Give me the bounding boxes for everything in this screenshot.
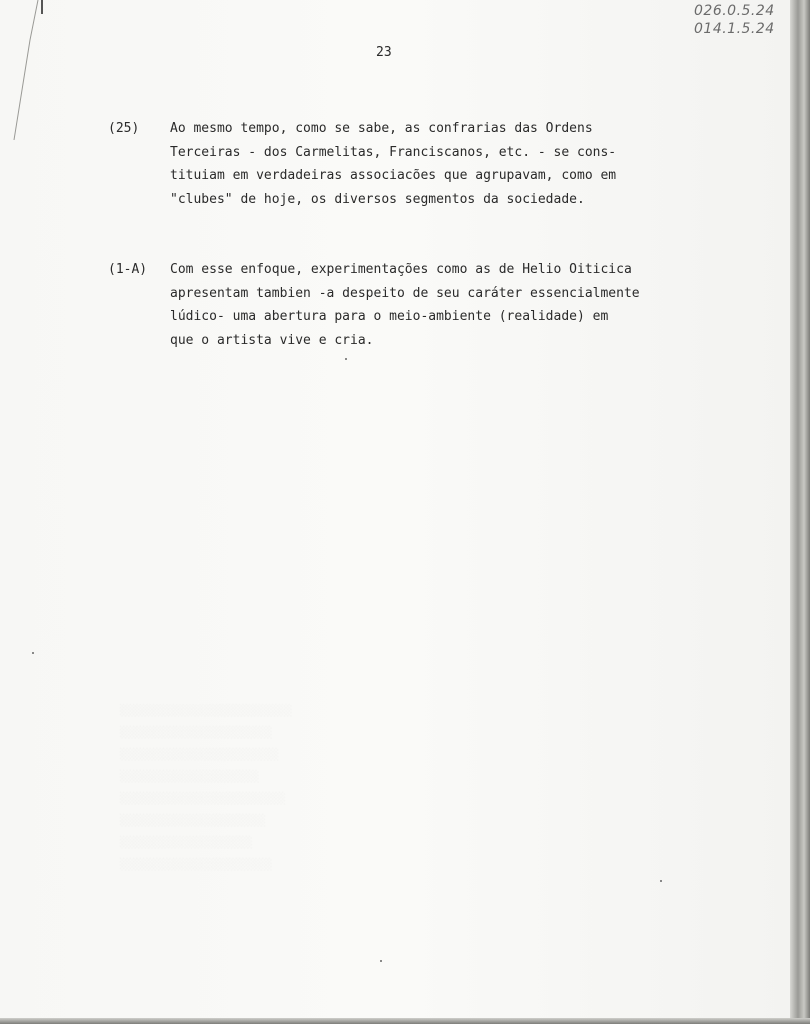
archive-code-2: 014.1.5.24 [694, 21, 775, 37]
footnote-line: Ao mesmo tempo, como se sabe, as confrarias das Ordens [170, 121, 593, 136]
bleed-through-text: ░░░░░░░░░░░░░░░░░░░░░░░░░░ ░░░░░░░░░░░░░░░░░░░░░░░ ░░░░░░░░░░░░░░░░░░░░░░░░ ░░░░░░░░░░░░░░░░░░░░░ ░░░░░░░░░░░░░░░░░░░░░░░░░ ░░░░░░░░░░░░░░░░░░░░░░ ░░░░░░░░░░░░░░░░░░░░ ░░░░░░░░░░░░░░░░░░░░░░░ [120, 704, 293, 871]
footnote-line: tituiam em verdadeiras associacões que agrupavam, como em [170, 168, 617, 183]
page-edge-bottom [0, 1018, 810, 1024]
paper-speck [32, 652, 34, 654]
archive-code-1: 026.0.5.24 [694, 3, 775, 19]
footnote-line: lúdico- uma abertura para o meio-ambiente (realidade) em [170, 309, 609, 324]
footnote-text [170, 117, 710, 211]
paper-crease-mark [0, 0, 60, 140]
page-number: 23 [376, 45, 392, 60]
footnote-label: (25) [108, 121, 140, 136]
footnote-line: que o artista vive e cria. [170, 332, 374, 348]
footnote-line: "clubes" de hoje, os diversos segmentos da sociedade. [170, 191, 585, 207]
paper-speck [380, 960, 382, 962]
archive-reference-codes [694, 2, 775, 38]
footnote-text [170, 258, 710, 352]
footnote-line: apresentam tambien -a despeito de seu caráter essencialmente [170, 285, 640, 301]
paper-speck [345, 358, 347, 360]
footnote-line: Com esse enfoque, experimentações como as de Helio Oiticica [170, 262, 632, 277]
paper-speck [660, 880, 662, 882]
footnote-label: (1-A) [108, 262, 148, 277]
page-edge-right [790, 0, 810, 1024]
footnote-line: Terceiras - dos Carmelitas, Franciscanos, etc. - se cons- [170, 144, 617, 160]
